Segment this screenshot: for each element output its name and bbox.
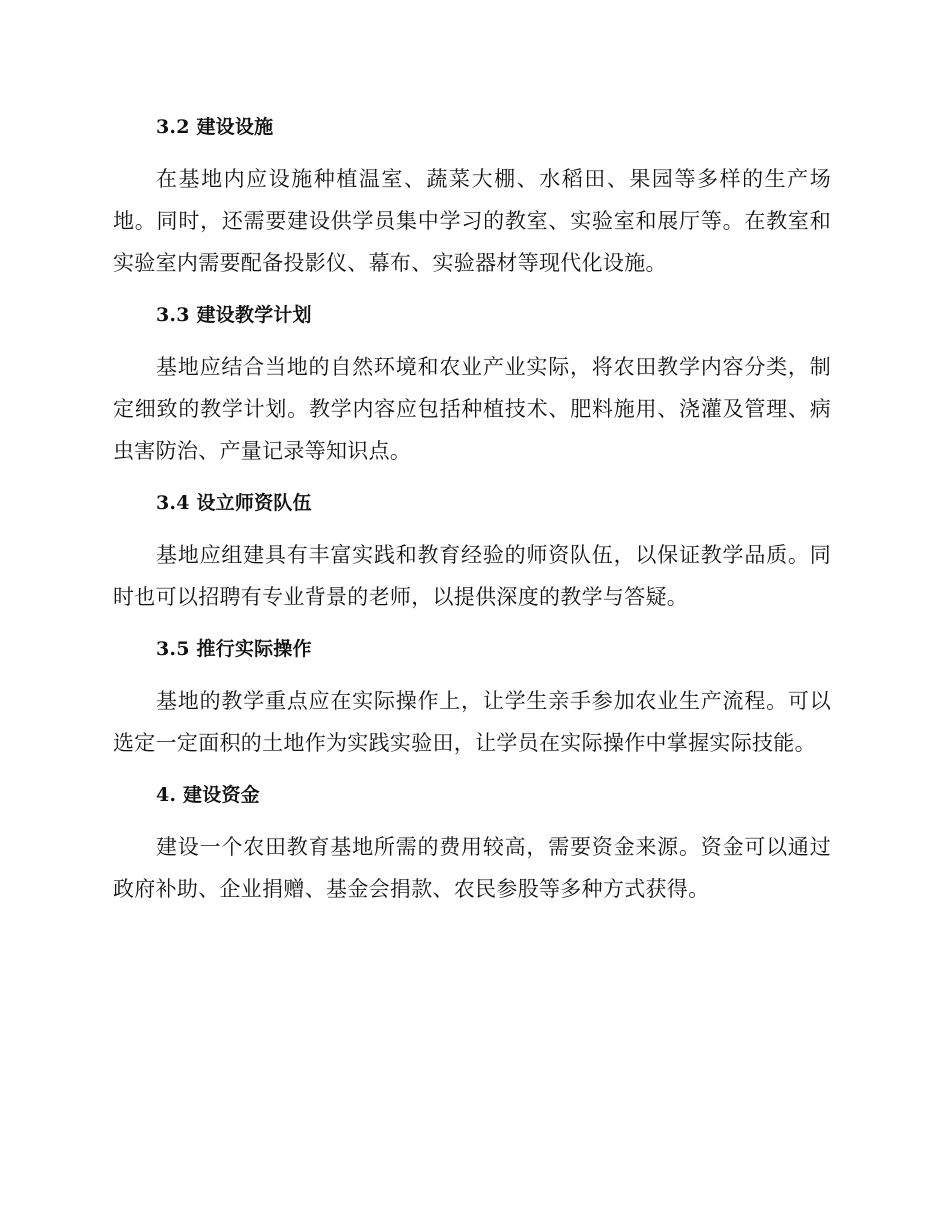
document-body [113, 108, 831, 910]
section-heading-3-5: 3.5 推行实际操作 [156, 638, 312, 660]
section-heading-3-2: 3.2 建设设施 [156, 116, 274, 138]
section-heading-4: 4. 建设资金 [156, 784, 260, 806]
section-paragraph-3-3: 基地应结合当地的自然环境和农业产业实际，将农田教学内容分类，制定细致的教学计划。教学内容应包括种植技术、肥料施用、浇灌及管理、病虫害防治、产量记录等知识点。 [113, 355, 831, 463]
section-paragraph-3-2: 在基地内应设施种植温室、蔬菜大棚、水稻田、果园等多样的生产场地。同时，还需要建设供学员集中学习的教室、实验室和展厅等。在教室和实验室内需要配备投影仪、幕布、实验器材等现代化设施。 [113, 167, 831, 275]
section-heading-3-4: 3.4 设立师资队伍 [156, 492, 312, 514]
section-paragraph-3-5: 基地的教学重点应在实际操作上，让学生亲手参加农业生产流程。可以选定一定面积的土地作为实践实验田，让学员在实际操作中掌握实际技能。 [113, 689, 831, 755]
section-paragraph-4: 建设一个农田教育基地所需的费用较高，需要资金来源。资金可以通过政府补助、企业捐赠、基金会捐款、农民参股等多种方式获得。 [113, 835, 831, 901]
section-heading-3-3: 3.3 建设教学计划 [156, 304, 312, 326]
section-paragraph-3-4: 基地应组建具有丰富实践和教育经验的师资队伍，以保证教学品质。同时也可以招聘有专业背景的老师，以提供深度的教学与答疑。 [113, 543, 831, 609]
